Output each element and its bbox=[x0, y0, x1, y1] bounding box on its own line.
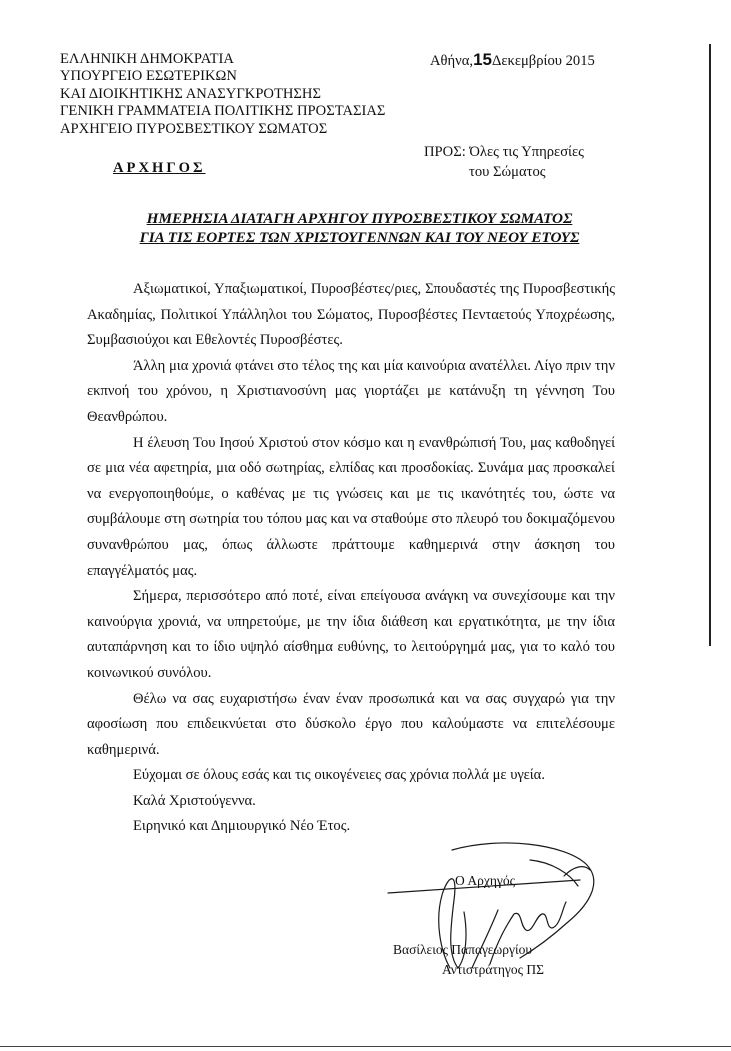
header-line-fire-hq: ΑΡΧΗΓΕΙΟ ΠΥΡΟΣΒΕΣΤΙΚΟΥ ΣΩΜΑΤΟΣ bbox=[60, 120, 328, 137]
paragraph-salutation: Αξιωματικοί, Υπαξιωματικοί, Πυροσβέστες/ριες, Σπουδαστές της Πυροσβεστικής Ακαδημίας, Πολιτικοί Υπάλληλοι του Σώματος, Πυροσβέστες Πενταετούς Υποχρέωσης, Συμβασιούχοι και Εθελοντές Πυροσβέστες. bbox=[87, 281, 615, 349]
title-line-2: ΓΙΑ ΤΙΣ ΕΟΡΤΕΣ ΤΩΝ ΧΡΙΣΤΟΥΓΕΝΝΩΝ ΚΑΙ ΤΟΥ ΝΕΟΥ ΕΤΟΥΣ bbox=[139, 228, 580, 246]
signature-name: Βασίλειος Παπαγεωργίου bbox=[393, 942, 533, 957]
document-date bbox=[430, 50, 595, 70]
chief-label: ΑΡΧΗΓΟΣ bbox=[113, 160, 206, 176]
date-prefix: Αθήνα, bbox=[430, 53, 474, 69]
document-body bbox=[87, 277, 615, 840]
header-line-secretariat: ΓΕΝΙΚΗ ΓΡΑΜΜΑΤΕΙΑ ΠΟΛΙΤΙΚΗΣ ΠΡΟΣΤΑΣΙΑΣ bbox=[60, 103, 386, 120]
signature-rank: Αντιστράτηγος ΠΣ bbox=[442, 962, 544, 977]
paragraph-thanks: Θέλω να σας ευχαριστήσω έναν έναν προσωπικά και να σας συγχαρώ για την αφοσίωση που επιδεικνύεται στο δύσκολο έργο που καλούμαστε να επιτελέσουμε καθημερινά. bbox=[87, 690, 615, 758]
header-line-reconstruction: ΚΑΙ ΔΙΟΙΚΗΤΙΚΗΣ ΑΝΑΣΥΓΚΡΟΤΗΣΗΣ bbox=[60, 85, 321, 102]
right-margin-line bbox=[709, 44, 711, 646]
signature-role: Ο Αρχηγός bbox=[455, 873, 515, 888]
paragraph-nativity: Η έλευση Του Ιησού Χριστού στον κόσμο και η ενανθρώπισή Του, μας καθοδηγεί σε μια νέα αφετηρία, μια οδό σωτηρίας, ελπίδας και προσδοκίας. Συνάμα μας προσκαλεί να ενεργοποιηθούμε, ο καθένας με τις γνώσεις και με τις ικανότητές του, ώστε να συμβάλουμε στη σωτηρία του τόπου μας και να σταθούμε στο πλευρό του δοκιμαζόμενου συνανθρώπου μας, όπως άλλωστε πράττουμε καθημερινά στην άσκηση του επαγγέλματός μας. bbox=[87, 434, 615, 579]
title-line-1: ΗΜΕΡΗΣΙΑ ΔΙΑΤΑΓΗ ΑΡΧΗΓΟΥ ΠΥΡΟΣΒΕΣΤΙΚΟΥ ΣΩΜΑΤΟΣ bbox=[146, 210, 573, 227]
document-title bbox=[60, 210, 659, 247]
recipients-block bbox=[424, 142, 584, 182]
paragraph-new-year: Ειρηνικό και Δημιουργικό Νέο Έτος. bbox=[133, 818, 351, 835]
recipients-line-2: του Σώματος bbox=[469, 164, 546, 180]
recipients-line-1: ΠΡΟΣ: Όλες τις Υπηρεσίες bbox=[424, 144, 584, 160]
paragraph-wishes: Εύχομαι σε όλους εσάς και τις οικογένειες σας χρόνια πολλά με υγεία. bbox=[133, 767, 545, 784]
issuer-header bbox=[60, 51, 385, 138]
signature-block bbox=[380, 840, 610, 1000]
paragraph-year-end: Άλλη μια χρονιά φτάνει στο τέλος της και μία καινούρια ανατέλλει. Λίγο πριν την εκπνοή του χρόνου, η Χριστιανοσύνη μας γιορτάζει με κατάνυξη τη γέννηση Του Θεανθρώπου. bbox=[87, 357, 615, 425]
header-line-ministry: ΥΠΟΥΡΓΕΙΟ ΕΣΩΤΕΡΙΚΩΝ bbox=[60, 68, 237, 85]
header-line-republic: ΕΛΛΗΝΙΚΗ ΔΗΜΟΚΡΑΤΙΑ bbox=[60, 51, 234, 67]
date-day: 15 bbox=[473, 50, 492, 69]
paragraph-duty: Σήμερα, περισσότερο από ποτέ, είναι επείγουσα ανάγκη να συνεχίσουμε και την καινούργια χρονιά, να υπηρετούμε, με την ίδια διάθεση και εργατικότητα, με την ίδια αυταπάρνηση και το ίδιο υψηλό αίσθημα ευθύνης, το λειτούργημά μας, για το καλό του κοινωνικού συνόλου. bbox=[87, 588, 615, 681]
bottom-rule bbox=[0, 1046, 731, 1047]
paragraph-merry-christmas: Καλά Χριστούγεννα. bbox=[133, 792, 256, 809]
date-month-year: Δεκεμβρίου 2015 bbox=[491, 53, 595, 69]
